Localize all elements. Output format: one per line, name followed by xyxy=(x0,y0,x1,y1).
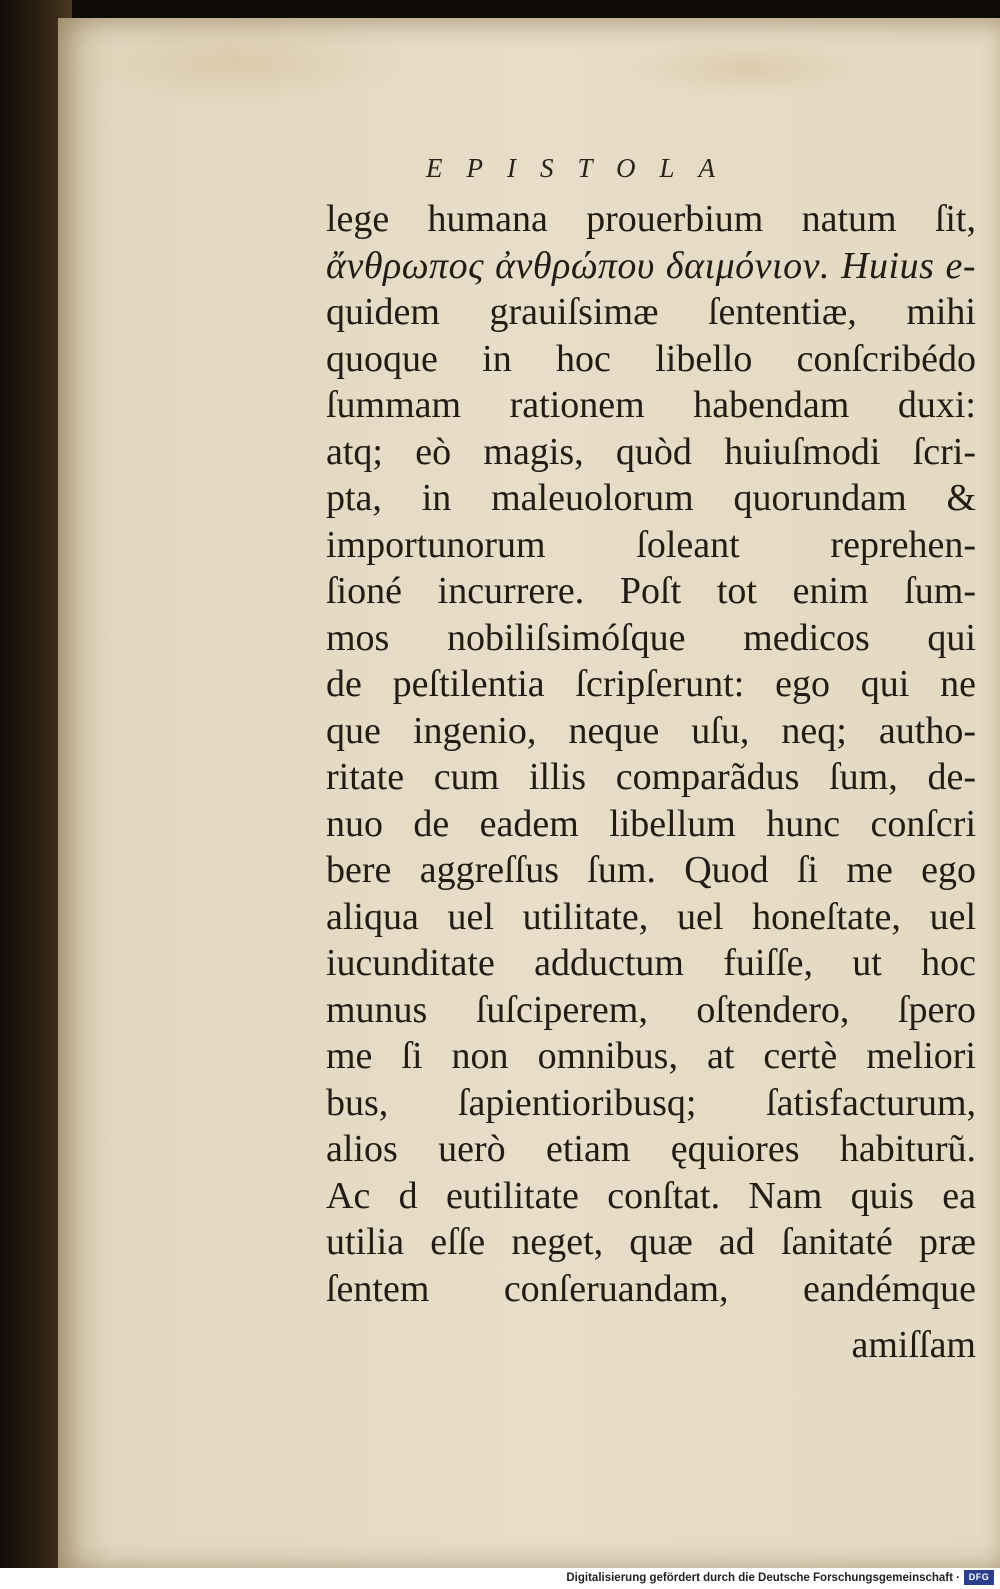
text-line: bus, ſapientioribusq; ſatisfacturum, xyxy=(326,1081,976,1124)
text-line: ſummam rationem habendam duxi: xyxy=(326,384,976,426)
text-line: lege humana prouerbium natum ſit, xyxy=(326,198,976,240)
text-line: quidem grauiſsimæ ſententiæ, mihi xyxy=(326,291,976,333)
text-line: ἄνθρωπος ἀνθρώπου δαιμόνιον. Huius e- xyxy=(326,244,976,287)
text-line: que ingenio, neque uſu, neq; autho- xyxy=(326,709,976,752)
text-line: ſioné incurrere. Poſt tot enim ſum- xyxy=(326,570,976,612)
text-line: bere aggreſſus ſum. Quod ſi me ego xyxy=(326,849,976,891)
text-line: nuo de eadem libellum hunc conſcri xyxy=(326,802,976,845)
text-line: munus ſuſciperem, oſtendero, ſpero xyxy=(326,988,976,1031)
text-line: atq; eò magis, quòd huiuſmodi ſcri- xyxy=(326,430,976,473)
running-head xyxy=(58,148,1000,188)
text-line: aliqua uel utilitate, uel honeſtate, uel xyxy=(326,895,976,938)
text-line: pta, in maleuolorum quorundam & xyxy=(326,477,976,519)
footer-bar xyxy=(0,1568,1000,1589)
text-line: de peſtilentia ſcripſerunt: ego qui ne xyxy=(326,663,976,705)
text-line: Ac d eutilitate conſtat. Nam quis ea xyxy=(326,1174,976,1217)
running-head-text: EPISTOLA xyxy=(426,153,740,183)
text-line: ſentem conſeruandam, eandémque xyxy=(326,1267,976,1310)
text-line: importunorum ſoleant reprehen- xyxy=(326,523,976,566)
catchword: amiſſam xyxy=(851,1324,976,1366)
text-line: quoque in hoc libello conſcribédo xyxy=(326,337,976,380)
text-line: utilia eſſe neget, quæ ad ſanitaté præ xyxy=(326,1221,976,1263)
book-page xyxy=(58,18,1000,1568)
text-line: alios uerò etiam ęquiores habiturũ. xyxy=(326,1128,976,1170)
paper-stain xyxy=(68,18,408,108)
funding-notice: Digitalisierung gefördert durch die Deutsche Forschungsgemeinschaft · xyxy=(566,1572,960,1584)
dfg-logo: DFG xyxy=(964,1570,994,1585)
text-line: me ſi non omnibus, at certè meliori xyxy=(326,1035,976,1077)
text-block xyxy=(326,196,976,1312)
text-line: ritate cum illis comparãdus ſum, de- xyxy=(326,756,976,798)
text-line: mos nobiliſsimóſque medicos qui xyxy=(326,616,976,659)
paper-stain xyxy=(618,38,878,98)
text-line: iucunditate adductum fuiſſe, ut hoc xyxy=(326,942,976,984)
